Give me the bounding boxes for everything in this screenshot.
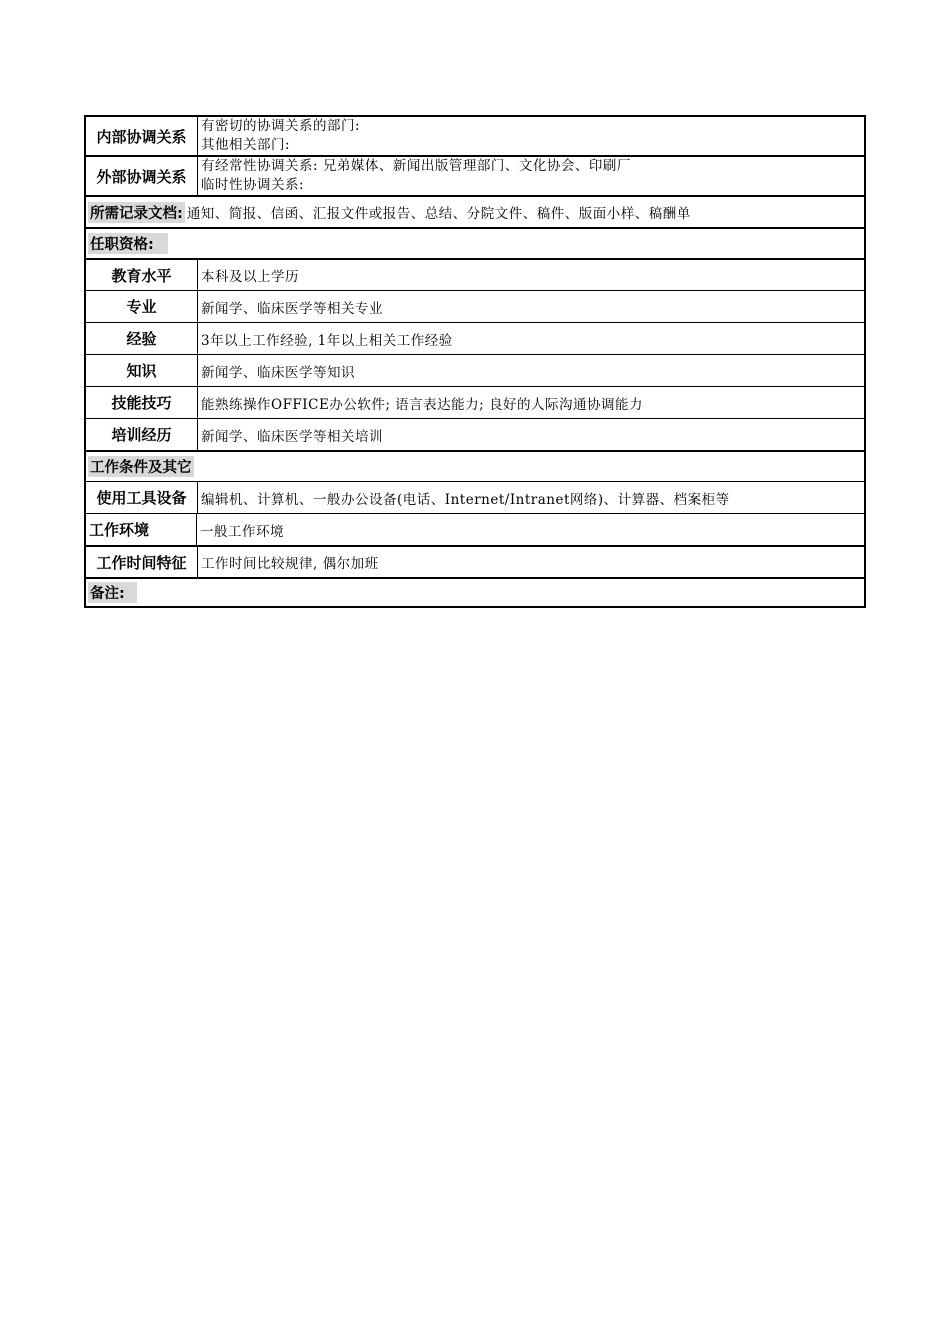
documents-row	[84, 195, 866, 227]
section-header-cell	[86, 452, 864, 481]
row-value: 编辑机、计算机、一般办公设备(电话、Internet/Intranet网络)、计算器、档案柜等	[201, 491, 730, 508]
row-value	[198, 117, 864, 155]
row-value: 本科及以上学历	[201, 269, 299, 285]
section-header: 任职资格:	[88, 233, 168, 254]
value-line: 有密切的协调关系的部门:	[201, 118, 361, 134]
row-value: 能熟练操作OFFICE办公软件; 语言表达能力; 良好的人际沟通协调能力	[201, 396, 643, 413]
external-coordination-row	[84, 155, 866, 195]
section-header-cell	[86, 229, 864, 258]
row-label: 技能技巧	[86, 387, 198, 418]
row-label: 专业	[86, 291, 198, 322]
row-value: 3年以上工作经验, 1年以上相关工作经验	[201, 332, 453, 349]
row-label: 教育水平	[86, 260, 198, 290]
conditions-header-row	[84, 450, 866, 481]
qualification-row-major	[84, 290, 866, 322]
documents-value: 通知、简报、信函、汇报文件或报告、总结、分院文件、稿件、版面小样、稿酬单	[186, 206, 691, 222]
row-label: 培训经历	[86, 419, 198, 450]
value-line: 临时性协调关系:	[201, 177, 305, 193]
row-value	[198, 157, 864, 195]
documents-cell	[86, 197, 864, 227]
row-label: 知识	[86, 355, 198, 386]
row-label: 使用工具设备	[86, 482, 198, 513]
job-description-table	[84, 115, 866, 608]
remarks-cell	[86, 579, 864, 606]
row-value: 新闻学、临床医学等相关专业	[201, 300, 383, 317]
row-value: 工作时间比较规律, 偶尔加班	[201, 556, 379, 572]
row-value: 一般工作环境	[200, 523, 284, 540]
qualification-row-training	[84, 418, 866, 450]
row-value: 新闻学、临床医学等相关培训	[201, 428, 383, 445]
qualification-row-knowledge	[84, 354, 866, 386]
remarks-label: 备注:	[88, 582, 137, 603]
qualifications-header-row	[84, 227, 866, 258]
value-line: 其他相关部门:	[201, 137, 291, 153]
condition-row-tools	[84, 481, 866, 513]
remarks-row	[84, 577, 866, 608]
row-label: 内部协调关系	[86, 117, 198, 155]
condition-row-environment	[84, 513, 866, 545]
qualification-row-experience	[84, 322, 866, 354]
qualification-row-skills	[84, 386, 866, 418]
row-label: 工作环境	[86, 514, 197, 545]
internal-coordination-row	[84, 115, 866, 155]
section-header: 工作条件及其它	[88, 456, 194, 477]
value-line: 有经常性协调关系: 兄弟媒体、新闻出版管理部门、文化协会、印刷厂	[201, 158, 631, 174]
row-label: 经验	[86, 323, 198, 354]
qualification-row-education	[84, 258, 866, 290]
row-label: 外部协调关系	[86, 157, 198, 195]
condition-row-hours	[84, 545, 866, 577]
row-value: 新闻学、临床医学等知识	[201, 364, 355, 381]
section-label: 所需记录文档:	[88, 202, 185, 223]
row-label: 工作时间特征	[86, 547, 198, 577]
